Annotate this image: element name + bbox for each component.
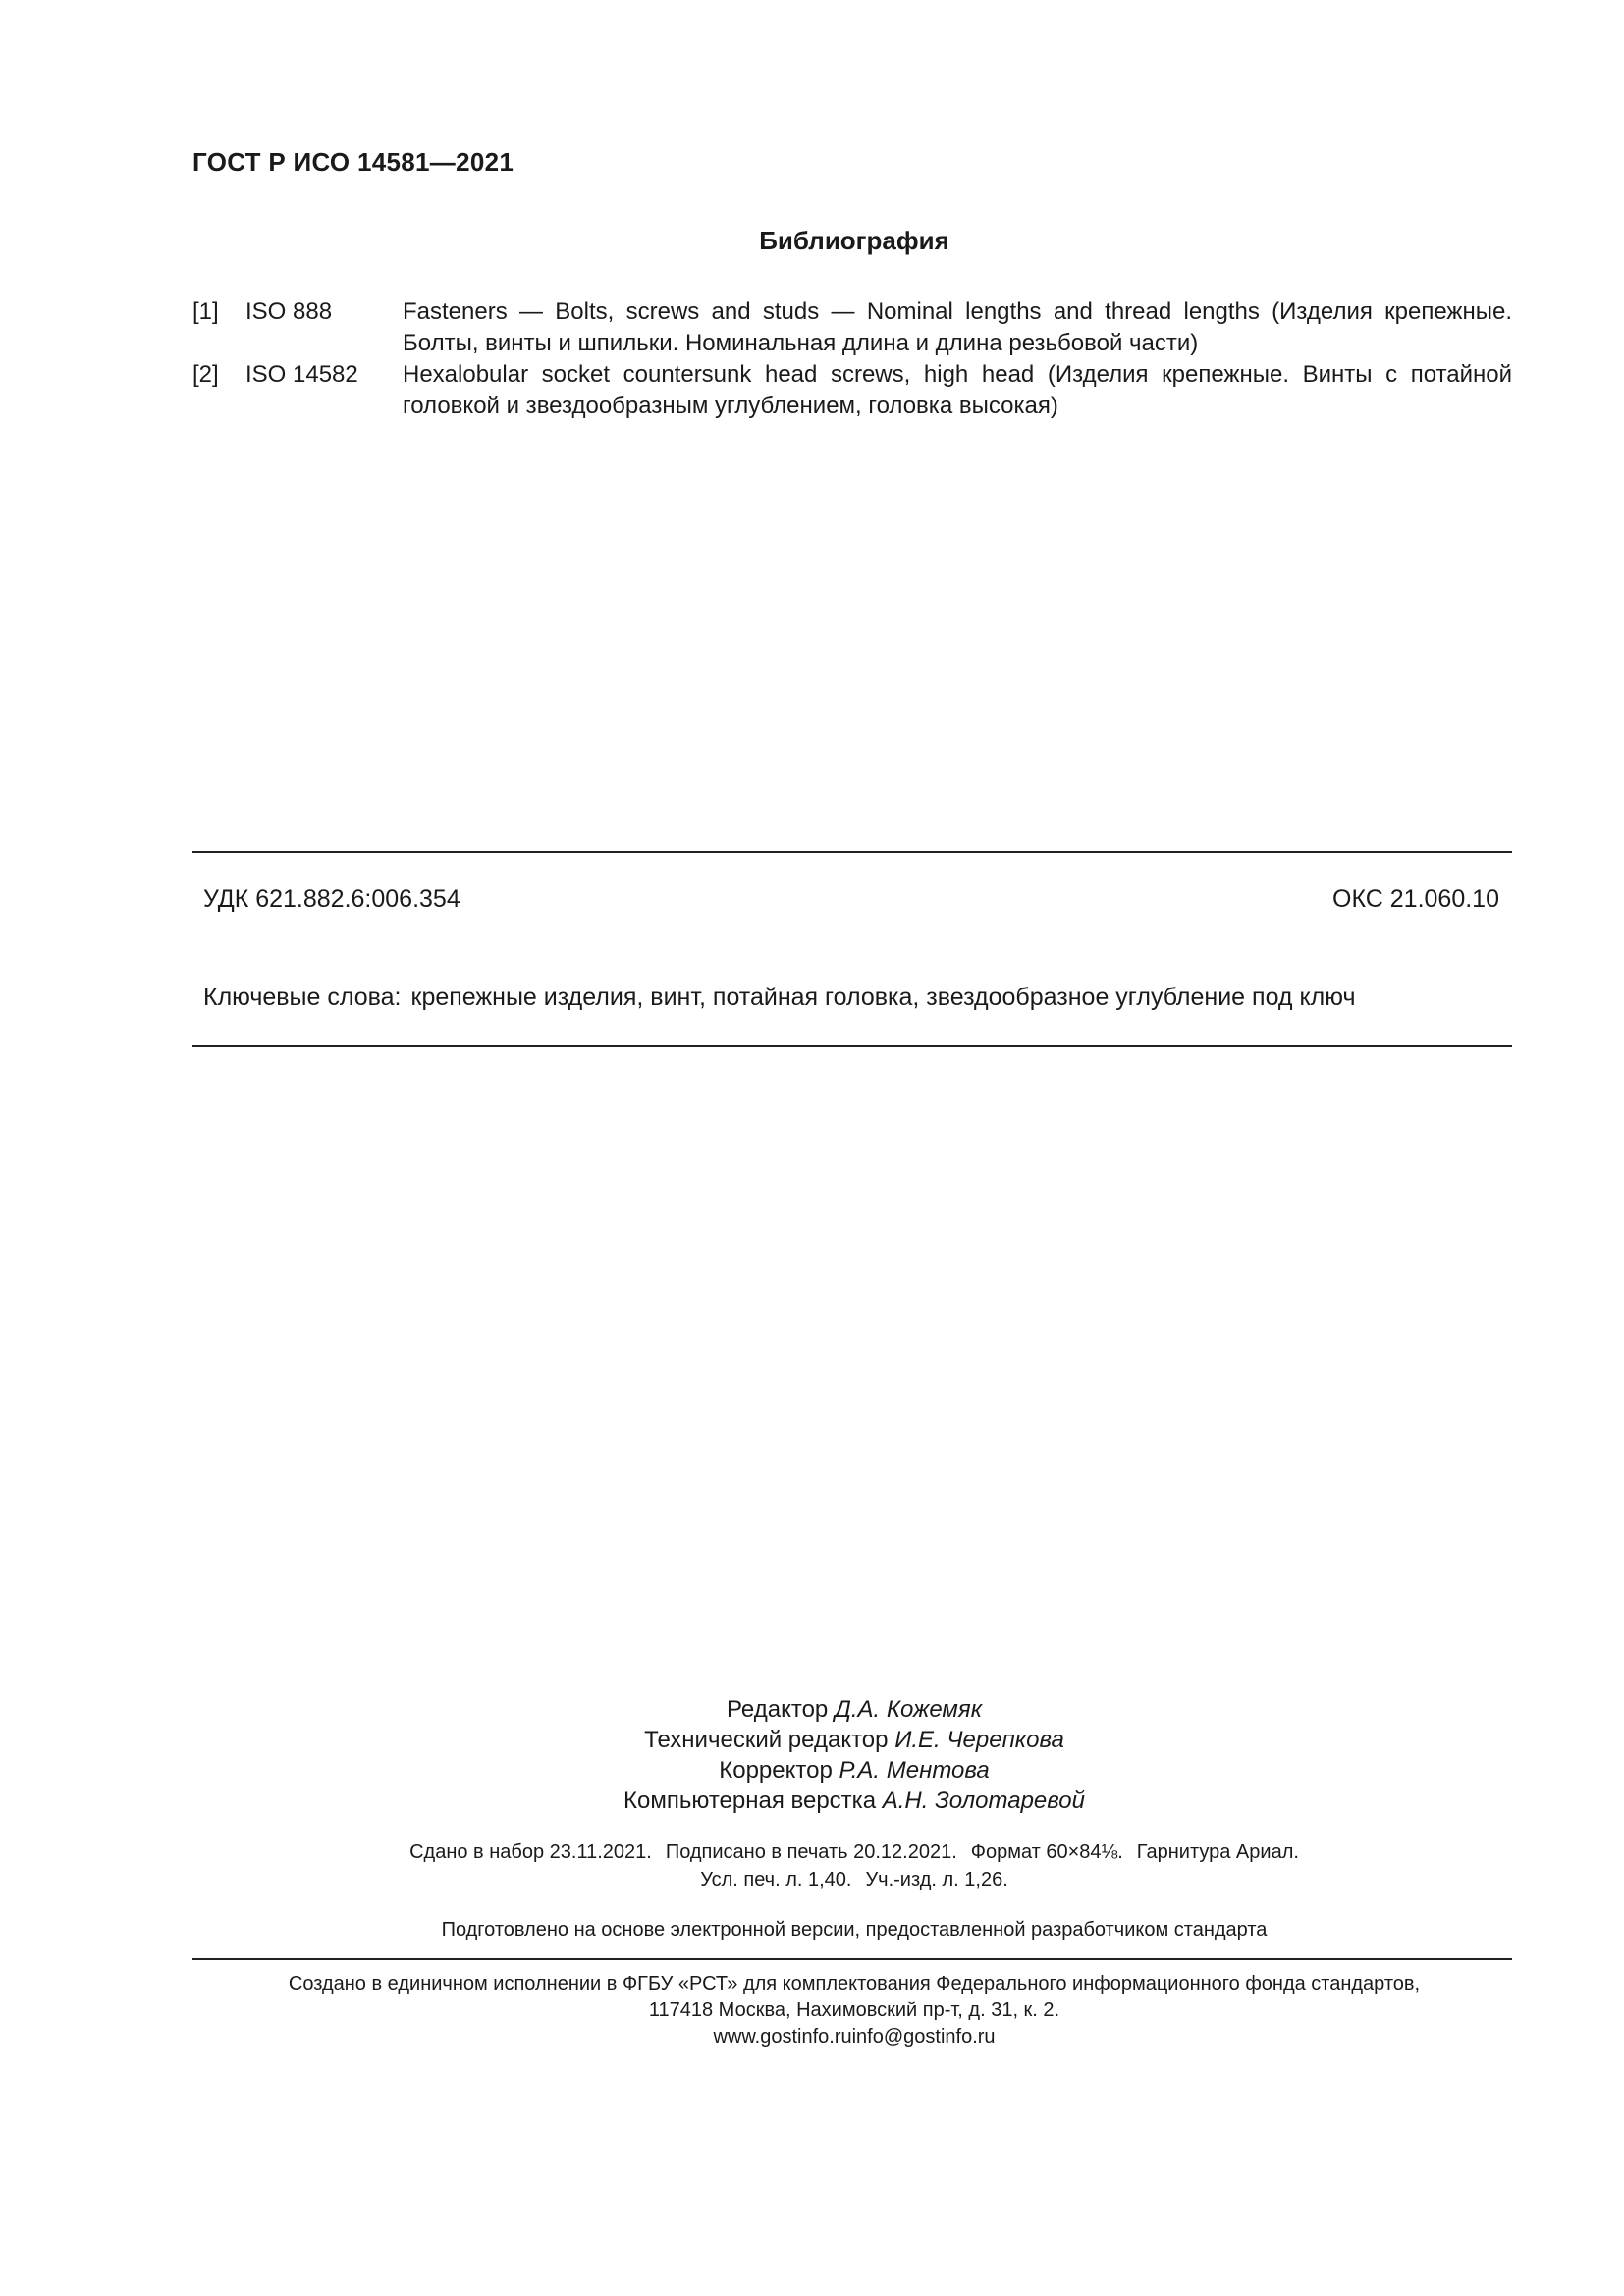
divider-bottom [192, 1958, 1512, 1960]
imprint-edition-sheets: Уч.-изд. л. 1,26. [865, 1869, 1008, 1891]
bibliography-entry [192, 359, 1512, 422]
keywords-label: Ключевые слова: [203, 984, 402, 1011]
imprint-typeface: Гарнитура Ариал. [1136, 1842, 1299, 1863]
divider-middle [192, 1045, 1512, 1047]
credit-role: Редактор [726, 1696, 829, 1723]
editorial-credits [0, 1694, 1624, 1816]
keywords-line [203, 984, 1356, 1012]
print-imprint [0, 1839, 1624, 1894]
credit-role: Компьютерная верстка [623, 1788, 877, 1814]
divider-top [192, 851, 1512, 853]
reference-text: Fasteners — Bolts, screws and studs — Nominal lengths and thread lengths (Изделия крепежные. Болты, винты и шпильки. Номинальная длина и длина резьбовой части) [403, 298, 1512, 356]
credit-name: И.Е. Черепкова [894, 1727, 1064, 1753]
credit-name: Д.А. Кожемяк [834, 1696, 983, 1723]
credit-line [0, 1725, 1624, 1755]
publisher-line: Создано в единичном исполнении в ФГБУ «РСТ» для комплектования Федерального информационного фонда стандартов, [288, 1973, 1421, 1995]
reference-standard-code: ISO 14582 [245, 361, 358, 388]
email-link[interactable]: info@gostinfo.ru [851, 2026, 996, 2048]
publisher-info [0, 1971, 1624, 2051]
website-link[interactable]: www.gostinfo.ru [713, 2026, 852, 2048]
credit-line [0, 1694, 1624, 1725]
prepared-note: Подготовлено на основе электронной версии, предоставленной разработчиком стандарта [441, 1919, 1268, 1941]
credit-line [0, 1755, 1624, 1786]
document-id: ГОСТ Р ИСО 14581—2021 [192, 147, 514, 177]
udk-code: УДК 621.882.6:006.354 [203, 885, 460, 913]
credit-role: Корректор [719, 1757, 833, 1784]
imprint-format: Формат 60×84⅛. [970, 1842, 1123, 1863]
reference-text: Hexalobular socket countersunk head screws, high head (Изделия крепежные. Винты с потайной головкой и звездообразным углублением, головка высокая) [403, 361, 1512, 419]
bibliography-entry [192, 296, 1512, 359]
keywords-text: крепежные изделия, винт, потайная головка, звездообразное углубление под ключ [410, 984, 1356, 1011]
credit-role: Технический редактор [644, 1727, 889, 1753]
imprint-line [0, 1866, 1624, 1894]
imprint-print-sheets: Усл. печ. л. 1,40. [700, 1869, 852, 1891]
reference-number: [2] [192, 361, 219, 388]
reference-number: [1] [192, 298, 219, 325]
bibliography-title: Библиография [759, 226, 949, 255]
publisher-contacts [0, 2024, 1624, 2051]
imprint-line [0, 1839, 1624, 1866]
oks-code: ОКС 21.060.10 [1332, 885, 1499, 913]
credit-name: Р.А. Ментова [839, 1757, 990, 1784]
imprint-submitted: Сдано в набор 23.11.2021. [409, 1842, 652, 1863]
publisher-address: 117418 Москва, Нахимовский пр-т, д. 31, к. 2. [648, 2000, 1060, 2021]
credit-line [0, 1786, 1624, 1816]
reference-standard-code: ISO 888 [245, 298, 333, 325]
credit-name: А.Н. Золотаревой [882, 1788, 1085, 1814]
imprint-signed: Подписано в печать 20.12.2021. [665, 1842, 957, 1863]
